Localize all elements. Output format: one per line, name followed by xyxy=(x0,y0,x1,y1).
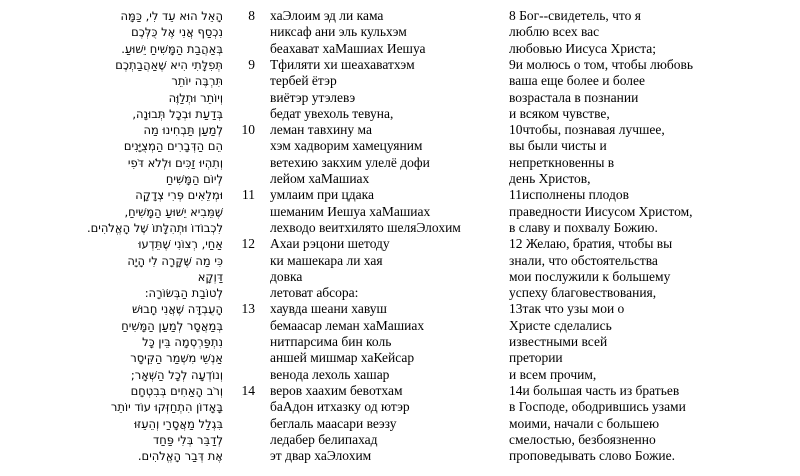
russian-text: проповедывать слово Божие. xyxy=(509,448,675,464)
text-row xyxy=(0,170,800,188)
transliteration-text: шеманим Иешуа хаМашиах xyxy=(270,203,431,219)
transliteration-text: веров хаахим бевотхам xyxy=(270,382,403,398)
russian-text: в славу и похвалу Божию. xyxy=(509,219,658,235)
verse-number: 9 xyxy=(248,56,255,72)
text-row xyxy=(0,447,800,465)
text-row xyxy=(0,7,800,25)
hebrew-text: וּמְלֵאִים פְּרִי צְדָקָה xyxy=(135,188,223,203)
text-row xyxy=(0,40,800,58)
verse-number: 13 xyxy=(241,301,255,317)
russian-text: 9и молюсь о том, чтобы любовь xyxy=(509,56,693,72)
transliteration-text: бедат увехоль тевуна, xyxy=(270,105,394,121)
hebrew-text: לְיוֹם הַמָּשִׁיחַ xyxy=(165,172,223,186)
transliteration-text: ветехию закхим улелё дофи xyxy=(270,154,430,170)
russian-text: и всем прочим, xyxy=(509,366,597,382)
transliteration-text: беахават хаМашиах Иешуа xyxy=(270,40,426,56)
russian-text: 11исполнены плодов xyxy=(509,187,629,203)
text-row xyxy=(0,219,800,237)
transliteration-text: Тфиляти хи шеахаватхэм xyxy=(270,56,415,72)
hebrew-text: דַּוְקָא xyxy=(197,269,223,284)
hebrew-text: לְמַעַן תַּבְחִינוּ מַה xyxy=(143,123,223,138)
transliteration-text: бемаасар леман хаМашиах xyxy=(270,317,425,333)
russian-text: непреткновенны в xyxy=(509,154,615,170)
hebrew-text: אַנְשֵׁי מִשְׁמַר הַקֵּיסָר xyxy=(130,351,223,366)
russian-text: смелостью, безбоязненно xyxy=(509,431,656,447)
russian-text: Христе сделались xyxy=(509,317,612,333)
hebrew-text: שֶׁמֵּבִיא יֵשׁוּעַ הַמָּשִׁיחַ, xyxy=(124,204,223,219)
transliteration-text: ледабер белипахад xyxy=(270,431,378,447)
text-row xyxy=(0,154,800,172)
russian-text: знали, что обстоятельства xyxy=(509,252,658,268)
hebrew-text: נִתְפַּרְסְמָה בֵּין כָּל xyxy=(142,335,223,349)
transliteration-text: лейом хаМашиах xyxy=(270,171,370,186)
russian-text: известными всей xyxy=(509,334,608,349)
text-row xyxy=(0,137,800,155)
russian-text: любовью Иисуса Христа; xyxy=(509,40,657,56)
russian-text: ваша еще более и более xyxy=(509,73,646,89)
russian-text: 8 Бог--свидетель, что я xyxy=(509,8,641,23)
russian-text: успеху благовествования, xyxy=(509,285,657,301)
text-row xyxy=(0,56,800,74)
transliteration-text: баАдон итхазку од ютэр xyxy=(270,399,410,415)
russian-text: день Христов, xyxy=(509,171,591,186)
text-row xyxy=(0,89,800,107)
text-row xyxy=(0,105,800,123)
russian-text: и всяком чувстве, xyxy=(509,105,610,121)
text-row xyxy=(0,300,800,318)
verse-number: 10 xyxy=(241,122,255,138)
russian-text: претории xyxy=(509,350,563,366)
hebrew-text: תִּרְבֶּה יוֹתֵר xyxy=(171,74,223,89)
hebrew-text: לִכְבוֹדוֹ וּתְהִלָּתוֹ שֶׁל הָאֱלֹהִים. xyxy=(86,220,223,235)
transliteration-text: лехводо веитхилято шеляЭлохим xyxy=(270,219,461,235)
transliteration-text: нитпарсима бин коль xyxy=(270,334,392,349)
hebrew-text: וְנוֹדְעָה לְכָל הַשְּׁאָר; xyxy=(130,367,223,382)
transliteration-text: довка xyxy=(270,268,303,284)
hebrew-text: הֵם הַדְּבָרִים הַמְצֻיָּנִים xyxy=(123,139,223,154)
hebrew-text: הָאֵל הוּא עֵד לִי, כַּמָּה xyxy=(120,9,223,23)
text-row xyxy=(0,23,800,41)
russian-text: вы были чисты и xyxy=(509,138,607,154)
transliteration-text: аншей мишмар хаКейсар xyxy=(270,350,415,366)
russian-text: 12 Желаю, братия, чтобы вы xyxy=(509,236,673,252)
transliteration-text: хаувда шеани хавуш xyxy=(270,301,387,317)
hebrew-text: אַחַי, רְצוֹנִי שֶׁתֵּדְעוּ xyxy=(138,237,223,252)
russian-text: 13так что узы мои о xyxy=(509,301,625,317)
verse-number: 11 xyxy=(242,187,255,203)
text-row xyxy=(0,203,800,221)
text-row xyxy=(0,333,800,351)
text-row xyxy=(0,415,800,433)
transliteration-text: никсаф ани эль кульхэм xyxy=(270,24,407,40)
text-row xyxy=(0,317,800,335)
transliteration-text: хаЭлоим эд ли кама xyxy=(270,8,384,23)
text-row xyxy=(0,72,800,90)
transliteration-text: эт двар хаЭлохим xyxy=(270,448,372,464)
russian-text: возрастала в познании xyxy=(509,89,639,105)
russian-text: моими, начали с большею xyxy=(509,415,660,431)
transliteration-text: беглаль маасари веэзу xyxy=(270,415,397,431)
hebrew-text: הָעֻבְדָּה שֶׁאֲנִי חָבוּשׁ xyxy=(131,302,223,317)
transliteration-text: хэм хадворим хамецуяним xyxy=(270,138,423,154)
transliteration-text: леман тавхину ма xyxy=(270,122,372,138)
text-row xyxy=(0,398,800,416)
text-row xyxy=(0,284,800,302)
russian-text: в Господе, ободрившись узами xyxy=(509,399,686,415)
text-row xyxy=(0,349,800,367)
verse-number: 12 xyxy=(241,236,255,252)
transliteration-text: виётэр утэлевэ xyxy=(270,89,356,105)
russian-text: люблю всех вас xyxy=(509,24,600,40)
hebrew-text: וְתִהְיוּ זַכִּים וּלְלֹא דֹּפִי xyxy=(127,155,223,170)
hebrew-text: וְרֹב הָאַחִים בְּבִטְחָם xyxy=(130,383,223,398)
transliteration-text: Ахаи рэцони шетоду xyxy=(270,236,390,252)
verse-number: 8 xyxy=(248,8,255,23)
hebrew-text: תְּפִלָּתִי הִיא שֶׁאַהֲבַתְכֶם xyxy=(115,57,223,72)
hebrew-text: לְדַבֵּר בְּלִי פַּחַד xyxy=(153,432,223,447)
russian-text: 14и большая часть из братьев xyxy=(509,382,680,398)
hebrew-text: בְּדַעַת וּבְכָל תְּבוּנָה, xyxy=(132,106,223,121)
hebrew-text: בְּמַאֲסָר לְמַעַן הַמָּשִׁיחַ xyxy=(121,318,223,333)
text-row xyxy=(0,235,800,253)
text-row xyxy=(0,252,800,270)
hebrew-text: כִּי מַה שֶּׁקָּרָה לִי הָיָה xyxy=(127,253,223,268)
transliteration-text: венода лехоль хашар xyxy=(270,366,390,382)
text-row xyxy=(0,268,800,286)
text-row xyxy=(0,186,800,204)
hebrew-text: בָּאָדוֹן הִתְחַזְּקוּ עוֹד יוֹתֵר xyxy=(110,400,223,415)
transliteration-text: тербей ётэр xyxy=(270,73,337,89)
hebrew-text: לְטוֹבַת הַבְּשׂוֹרָה: xyxy=(144,286,223,301)
transliteration-text: умлаим при цдака xyxy=(270,187,374,203)
hebrew-text: בְּאַהֲבַת הַמָּשִׁיחַ יֵשׁוּעַ. xyxy=(121,41,223,56)
hebrew-text: נִכְסַף אֲנִי אֶל כֻּלְּכֶם xyxy=(131,25,223,40)
transliteration-text: летоват абсора: xyxy=(270,285,359,301)
hebrew-text: אֶת דְּבַר הָאֱלֹהִים. xyxy=(137,449,223,464)
hebrew-text: בִּגְלַל מַאֲסָרַי וְהֵעֵזּוּ xyxy=(134,416,223,431)
text-row xyxy=(0,431,800,449)
russian-text: мои послужили к большему xyxy=(509,268,671,284)
text-row xyxy=(0,121,800,139)
verse-number: 14 xyxy=(241,382,255,398)
text-row xyxy=(0,366,800,384)
transliteration-text: ки машекара ли хая xyxy=(270,252,383,268)
hebrew-text: וְיוֹתֵר וּתְלַוֶּה xyxy=(168,90,223,105)
text-row xyxy=(0,382,800,400)
russian-text: праведности Иисусом Христом, xyxy=(509,203,693,219)
russian-text: 10чтобы, познавая лучшее, xyxy=(509,122,665,138)
